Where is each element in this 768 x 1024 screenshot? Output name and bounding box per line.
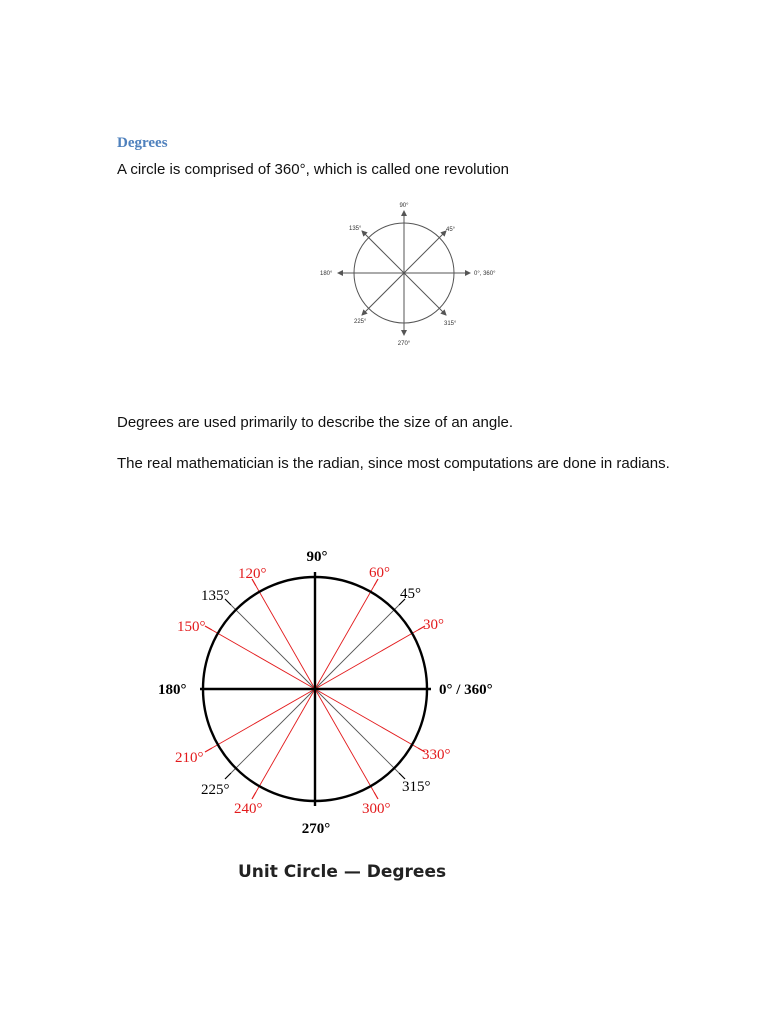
small-label-180: 180°: [320, 271, 333, 277]
label-90: 90°: [306, 549, 328, 565]
radian-text: The real mathematician is the radian, since most computations are done in radians.: [117, 455, 670, 472]
small-ray-45: [404, 231, 446, 273]
ray-225: [231, 689, 315, 773]
label-0-360: 0° / 360°: [439, 682, 493, 698]
unit-circle-caption: Unit Circle — Degrees: [238, 862, 447, 882]
label-300: 300°: [362, 801, 391, 817]
ray-60: [315, 586, 374, 689]
section-heading: Degrees: [117, 135, 168, 151]
ray-150: [212, 630, 315, 689]
small-label-0: 0°, 360°: [474, 271, 496, 277]
intro-text: A circle is comprised of 360°, which is called one revolution: [117, 161, 510, 178]
ray-240: [256, 689, 315, 792]
label-270: 270°: [301, 821, 331, 837]
small-label-315: 315°: [444, 321, 457, 327]
ray-315: [315, 689, 399, 773]
ray-300: [315, 689, 374, 792]
unit-circle-diagram: [200, 572, 431, 806]
small-label-135: 135°: [349, 226, 362, 232]
label-150: 150°: [177, 619, 206, 635]
ray-45: [315, 605, 399, 689]
label-330: 330°: [422, 747, 451, 763]
label-240: 240°: [234, 801, 263, 817]
small-ray-225: [362, 273, 404, 315]
label-315: 315°: [402, 779, 431, 795]
label-120: 120°: [238, 566, 267, 582]
ray-330: [315, 689, 418, 748]
label-60: 60°: [369, 565, 390, 581]
label-210: 210°: [175, 750, 204, 766]
label-30: 30°: [423, 617, 444, 633]
label-225: 225°: [201, 782, 230, 798]
small-ray-315: [404, 273, 446, 315]
small-ray-135: [362, 231, 404, 273]
ray-120: [256, 586, 315, 689]
ray-30: [315, 630, 418, 689]
small-label-90: 90°: [399, 203, 409, 209]
ray-135: [231, 605, 315, 689]
label-135: 135°: [201, 588, 230, 604]
small-label-225: 225°: [354, 319, 367, 325]
ray-210: [212, 689, 315, 748]
small-label-270: 270°: [397, 341, 411, 347]
degrees-usage-text: Degrees are used primarily to describe the size of an angle.: [117, 414, 514, 431]
small-label-45: 45°: [446, 227, 456, 233]
label-45: 45°: [400, 586, 421, 602]
label-180: 180°: [158, 682, 187, 698]
